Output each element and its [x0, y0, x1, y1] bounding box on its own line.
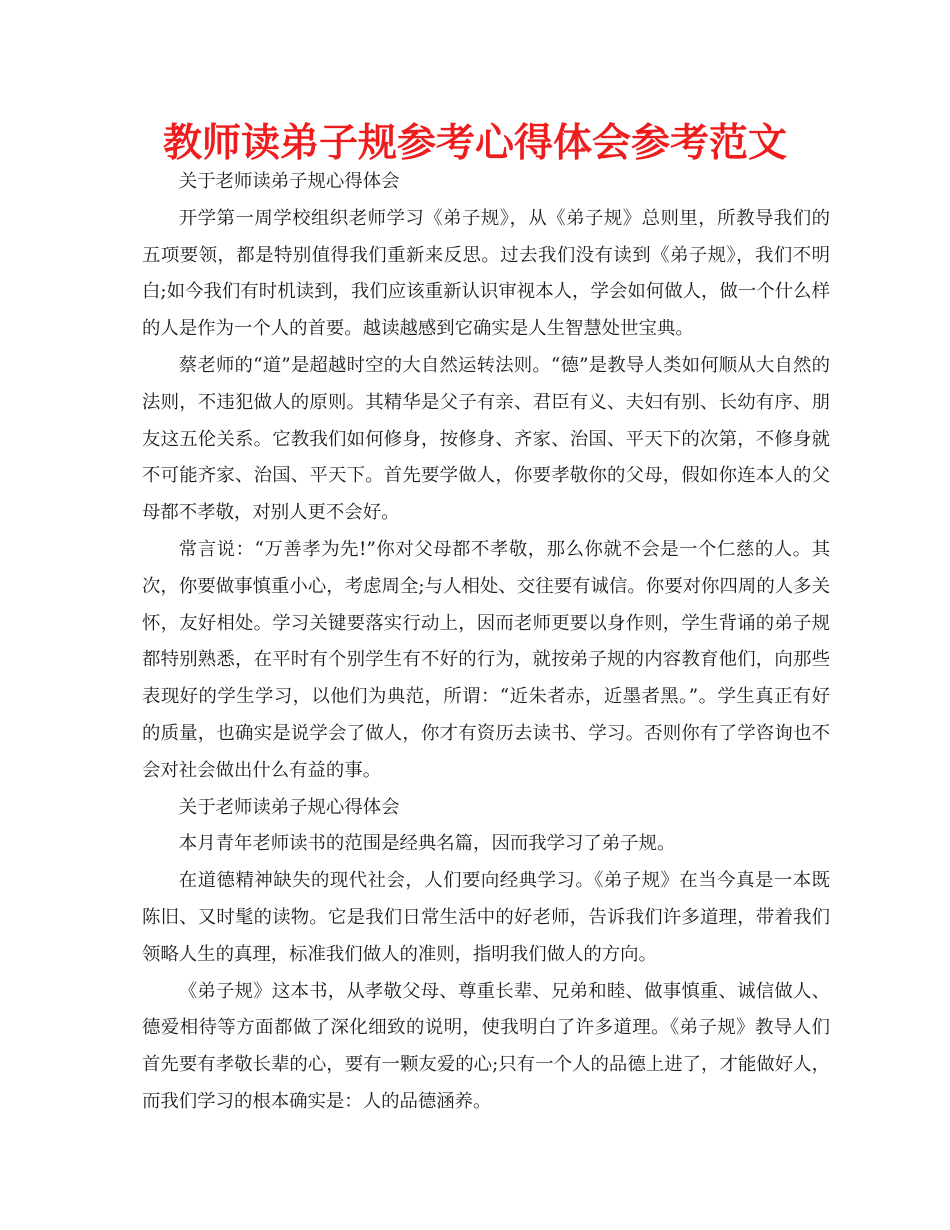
paragraph: 《弟子规》这本书，从孝敬父母、尊重长辈、兄弟和睦、做事慎重、诚信做人、德爱相待等方面都做了深化细致的说明，使我明白了许多道理。《弟子规》教导人们首先要有孝敬长辈的心，要有一颗友爱的心;只有一个人的品德上进了，才能做好人，而我们学习的根本确实是：人的品德涵养。 [142, 980, 830, 1112]
document-body [142, 164, 830, 1121]
paragraph: 开学第一周学校组织老师学习《弟子规》，从《弟子规》总则里，所教导我们的五项要领，都是特别值得我们重新来反思。过去我们没有读到《弟子规》，我们不明白;如今我们有时机读到，我们应该重新认识审视本人，学会如何做人，做一个什么样的人是作为一个人的首要。越读越感到它确实是人生智慧处世宝典。 [142, 207, 830, 340]
subheading: 关于老师读弟子规心得体会 [178, 171, 400, 192]
paragraph: 在道德精神缺失的现代社会，人们要向经典学习。《弟子规》在当今真是一本既陈旧、又时髦的读物。它是我们日常生活中的好老师，告诉我们许多道理，带着我们领略人生的真理，标准我们做人的准则，指明我们做人的方向。 [142, 870, 830, 965]
paragraph: 蔡老师的“道”是超越时空的大自然运转法则。“德”是教导人类如何顺从大自然的法则，不违犯做人的原则。其精华是父子有亲、君臣有义、夫妇有别、长幼有序、朋友这五伦关系。它教我们如何修身，按修身、齐家、治国、平天下的次第，不修身就不可能齐家、治国、平天下。首先要学做人，你要孝敬你的父母，假如你连本人的父母都不孝敬，对别人更不会好。 [142, 354, 830, 524]
subheading: 关于老师读弟子规心得体会 [178, 796, 400, 818]
document-title: 教师读弟子规参考心得体会参考范文 [162, 121, 787, 166]
paragraph: 常言说：“万善孝为先!”你对父母都不孝敬，那么你就不会是一个仁慈的人。其次，你要做事慎重小心，考虑周全;与人相处、交往要有诚信。你要对你四周的人多关怀，友好相处。学习关键要落实行动上，因而老师更要以身作则，学生背诵的弟子规都特别熟悉，在平时有个别学生有不好的行为，就按弟子规的内容教育他们，向那些表现好的学生学习，以他们为典范，所谓：“近朱者赤，近墨者黑。”。学生真正有好的质量，也确实是说学会了做人，你才有资历去读书、学习。否则你有了学咨询也不会对社会做出什么有益的事。 [142, 538, 830, 781]
paragraph: 本月青年老师读书的范围是经典名篇，因而我学习了弟子规。 [178, 833, 676, 855]
